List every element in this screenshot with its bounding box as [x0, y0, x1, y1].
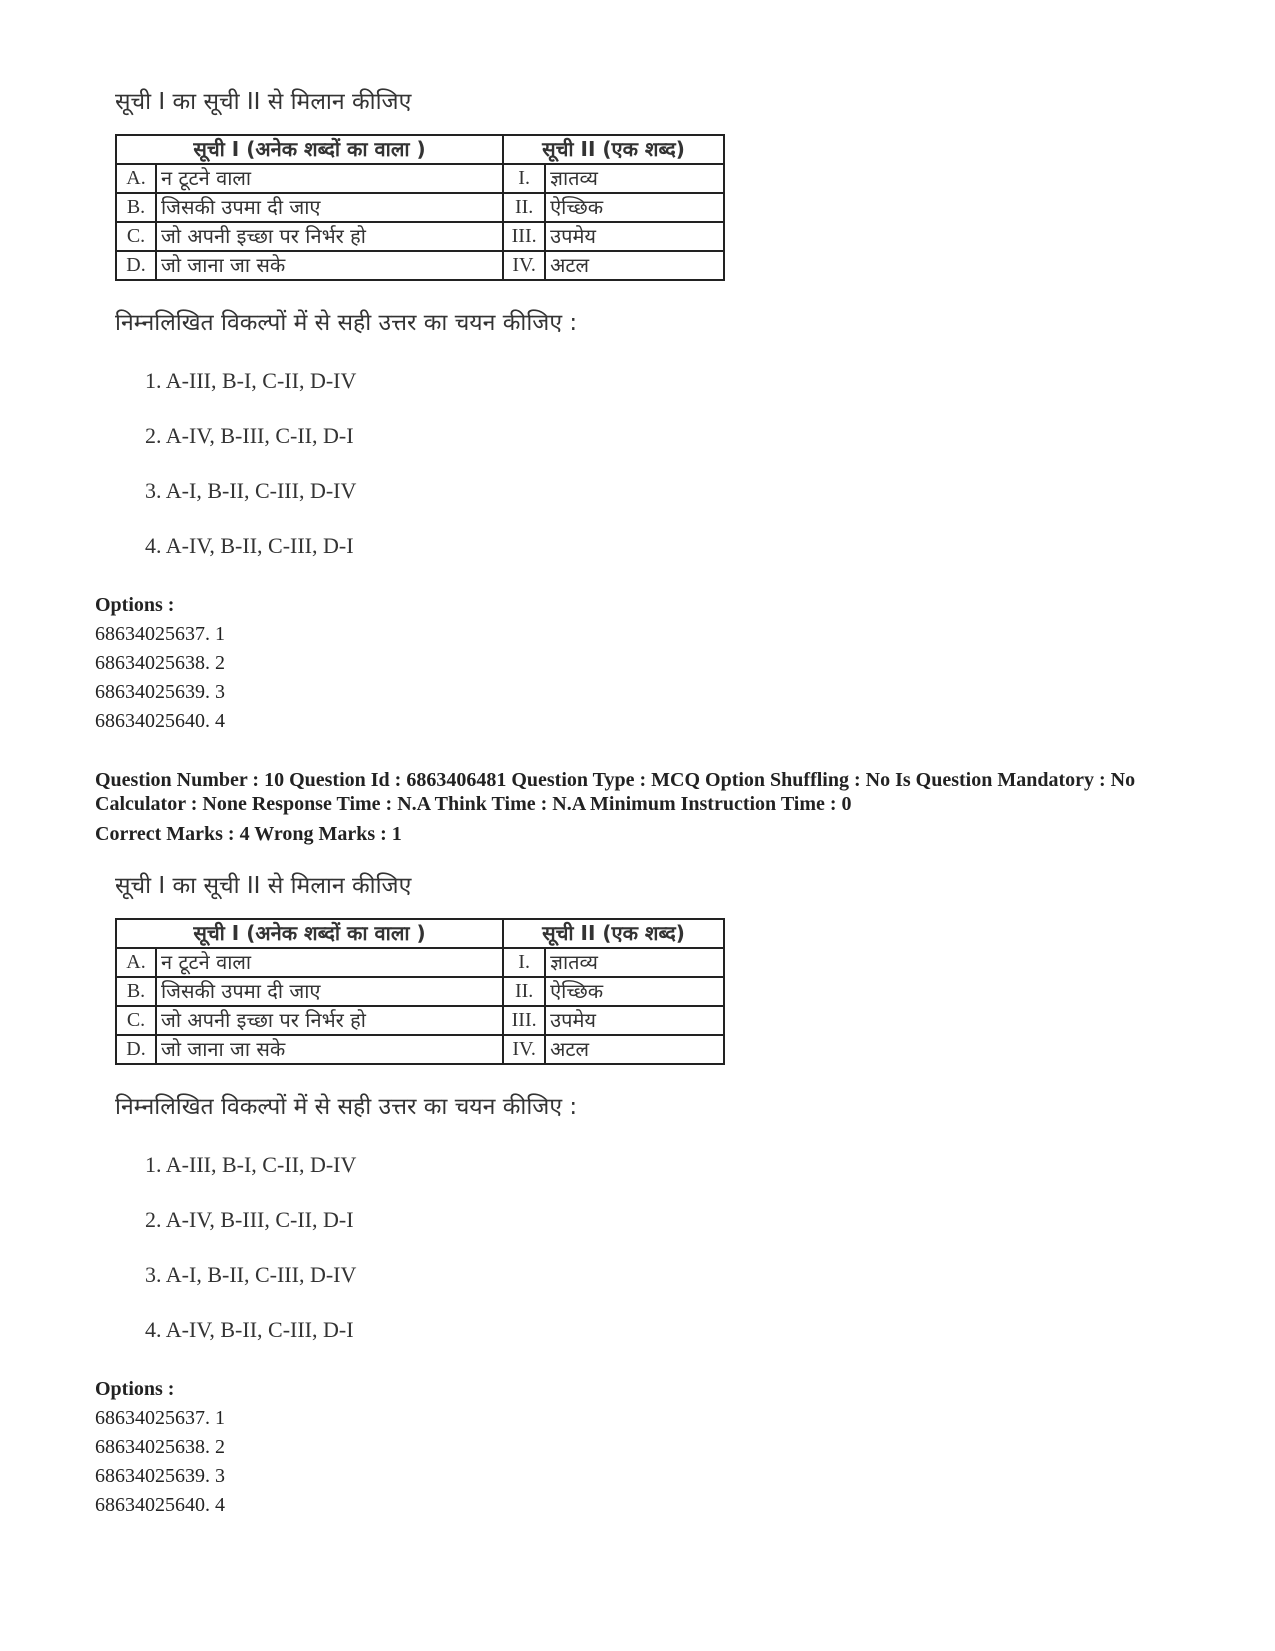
table-row — [116, 193, 724, 222]
match-prompt: सूची I का सूची II से मिलान कीजिए — [115, 89, 412, 115]
row-label: D. — [116, 1035, 156, 1064]
row-text: जिसकी उपमा दी जाए — [156, 193, 503, 222]
row-text: ऐच्छिक — [545, 977, 724, 1006]
choice-list — [145, 353, 735, 573]
row-text: जो अपनी इच्छा पर निर्भर हो — [156, 222, 503, 251]
option-item: 68634025640. 4 — [95, 1494, 225, 1516]
match-table — [115, 918, 725, 1065]
row-text: जिसकी उपमा दी जाए — [156, 977, 503, 1006]
choice-item: 3. A-I, B-II, C-III, D-IV — [145, 478, 357, 503]
options-label: Options : — [95, 1378, 175, 1400]
choice-item: 1. A-III, B-I, C-II, D-IV — [145, 368, 357, 393]
row-label: A. — [116, 164, 156, 193]
row-text: न टूटने वाला — [156, 164, 503, 193]
option-item: 68634025639. 3 — [95, 1465, 225, 1487]
row-text: उपमेय — [545, 222, 724, 251]
options-list-1 — [95, 591, 225, 736]
choice-item: 2. A-IV, B-III, C-II, D-I — [145, 423, 354, 448]
row-text: जो अपनी इच्छा पर निर्भर हो — [156, 1006, 503, 1035]
row-text: जो जाना जा सके — [156, 251, 503, 280]
table-header-row — [116, 919, 724, 948]
row-label: IV. — [503, 251, 545, 280]
choice-item: 2. A-IV, B-III, C-II, D-I — [145, 1207, 354, 1232]
table-row — [116, 164, 724, 193]
table-row — [116, 948, 724, 977]
row-text: ज्ञातव्य — [545, 948, 724, 977]
option-item: 68634025638. 2 — [95, 652, 225, 674]
row-label: II. — [503, 193, 545, 222]
question-image-1 — [115, 82, 735, 573]
row-text: उपमेय — [545, 1006, 724, 1035]
row-label: B. — [116, 193, 156, 222]
question-metadata — [95, 768, 1215, 846]
list-2-header: सूची II (एक शब्द) — [503, 919, 724, 948]
row-label: II. — [503, 977, 545, 1006]
row-text: न टूटने वाला — [156, 948, 503, 977]
row-text: जो जाना जा सके — [156, 1035, 503, 1064]
row-text: ऐच्छिक — [545, 193, 724, 222]
table-row — [116, 1035, 724, 1064]
options-label: Options : — [95, 594, 175, 616]
instruction-text: निम्नलिखित विकल्पों में से सही उत्तर का चयन कीजिए : — [115, 310, 578, 336]
table-row — [116, 977, 724, 1006]
row-label: III. — [503, 222, 545, 251]
row-label: C. — [116, 222, 156, 251]
choice-list — [145, 1137, 735, 1357]
marks-info: Correct Marks : 4 Wrong Marks : 1 — [95, 823, 402, 845]
row-text: अटल — [545, 251, 724, 280]
instruction-text: निम्नलिखित विकल्पों में से सही उत्तर का चयन कीजिए : — [115, 1094, 578, 1120]
row-label: D. — [116, 251, 156, 280]
choice-item: 1. A-III, B-I, C-II, D-IV — [145, 1152, 357, 1177]
option-item: 68634025638. 2 — [95, 1436, 225, 1458]
options-list-2 — [95, 1375, 225, 1520]
option-item: 68634025640. 4 — [95, 710, 225, 732]
row-label: III. — [503, 1006, 545, 1035]
choice-item: 4. A-IV, B-II, C-III, D-I — [145, 1317, 354, 1342]
row-label: I. — [503, 948, 545, 977]
row-text: ज्ञातव्य — [545, 164, 724, 193]
list-1-header: सूची I (अनेक शब्दों का वाला ) — [116, 135, 503, 164]
row-label: A. — [116, 948, 156, 977]
table-row — [116, 1006, 724, 1035]
row-text: अटल — [545, 1035, 724, 1064]
question-image-2 — [115, 866, 735, 1357]
match-table — [115, 134, 725, 281]
table-row — [116, 251, 724, 280]
option-item: 68634025637. 1 — [95, 1407, 225, 1429]
choice-item: 4. A-IV, B-II, C-III, D-I — [145, 533, 354, 558]
list-2-header: सूची II (एक शब्द) — [503, 135, 724, 164]
list-1-header: सूची I (अनेक शब्दों का वाला ) — [116, 919, 503, 948]
question-info: Question Number : 10 Question Id : 6863406481 Question Type : MCQ Option Shuffling : No Is Question Mandatory : No Calculator : None Response Time : N.A Think Time : N.A Minimum Instruction Time : 0 — [95, 769, 1136, 815]
row-label: I. — [503, 164, 545, 193]
row-label: IV. — [503, 1035, 545, 1064]
table-row — [116, 222, 724, 251]
option-item: 68634025637. 1 — [95, 623, 225, 645]
row-label: B. — [116, 977, 156, 1006]
match-prompt: सूची I का सूची II से मिलान कीजिए — [115, 873, 412, 899]
option-item: 68634025639. 3 — [95, 681, 225, 703]
table-header-row — [116, 135, 724, 164]
choice-item: 3. A-I, B-II, C-III, D-IV — [145, 1262, 357, 1287]
row-label: C. — [116, 1006, 156, 1035]
